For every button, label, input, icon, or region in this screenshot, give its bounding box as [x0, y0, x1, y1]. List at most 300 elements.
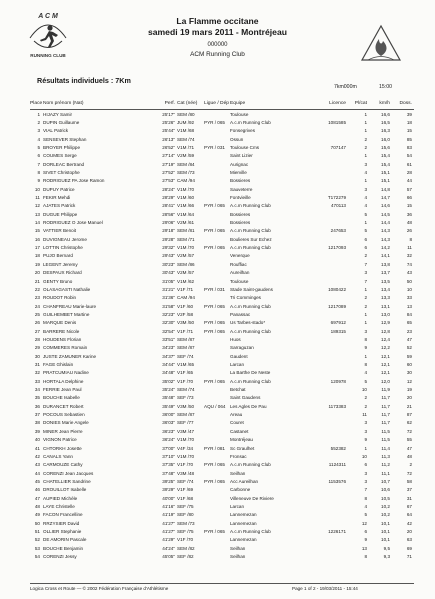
- result-perf: 29'06": [162, 220, 175, 226]
- result-place: 24: [34, 303, 40, 309]
- result-perf: 32'30": [162, 320, 175, 326]
- result-perf: 27'14": [162, 153, 175, 159]
- result-ligue: PYR / 065: [204, 119, 225, 125]
- result-category: V3M /50: [177, 320, 195, 326]
- result-licence: T172279: [327, 195, 346, 200]
- result-perf: 25'26": [162, 119, 175, 125]
- col-club-header: Equipe: [230, 101, 246, 106]
- result-licence: 707147: [330, 144, 346, 150]
- result-speed: 13,0: [381, 311, 390, 317]
- results-title: Résultats individuels : 7Km: [37, 76, 131, 85]
- result-club: A.c.m Running Club: [230, 245, 271, 251]
- result-bib: 71: [406, 554, 412, 560]
- result-club: Les Agles De Pau: [230, 403, 267, 409]
- result-club: A.c.m Running Club: [230, 303, 271, 309]
- result-club: Toulouse: [230, 111, 249, 117]
- result-speed: 14,8: [381, 186, 390, 192]
- result-speed: 13,1: [381, 303, 390, 309]
- result-licence: 189315: [330, 328, 346, 334]
- result-club: Castanet: [230, 428, 249, 434]
- result-club: Ossun: [230, 136, 244, 142]
- result-category: V1M /64: [177, 211, 195, 217]
- result-club: Sarraguzan: [230, 345, 254, 351]
- result-bib: 13: [406, 303, 412, 309]
- result-place-in-category: 1: [364, 445, 367, 451]
- result-perf: 29'32": [162, 245, 175, 251]
- result-speed: 12,8: [381, 328, 390, 334]
- result-speed: 11,7: [381, 420, 390, 426]
- result-row: [0, 311, 435, 319]
- result-name: CORENZI Jessy: [43, 554, 77, 560]
- result-perf: 28'41": [162, 203, 175, 209]
- result-speed: 10,5: [381, 495, 390, 501]
- result-row: [0, 211, 435, 219]
- result-name: VIGNON Patrice: [43, 437, 77, 443]
- result-bib: 63: [406, 537, 412, 543]
- result-licence: 1226171: [328, 529, 346, 534]
- result-place: 52: [34, 537, 40, 543]
- result-bib: 8: [409, 236, 412, 242]
- result-place: 42: [34, 453, 40, 459]
- result-club: Toulouse Cms: [230, 144, 260, 150]
- result-row: [0, 428, 435, 436]
- result-perf: 31'05": [162, 278, 175, 284]
- result-speed: 11,4: [381, 445, 390, 451]
- result-name: AUPIED Michèle: [43, 495, 78, 501]
- result-perf: 44'24": [162, 545, 175, 551]
- result-speed: 12,1: [381, 353, 390, 359]
- result-row: [0, 528, 435, 536]
- result-name: DUVIGNEAU Jerome: [43, 236, 87, 242]
- result-bib: 62: [406, 420, 412, 426]
- result-bib: 48: [406, 220, 412, 226]
- result-ligue: PYR / 065: [204, 478, 225, 484]
- result-bib: 19: [406, 387, 412, 393]
- result-perf: 39'29": [162, 487, 175, 493]
- result-speed: 15,1: [381, 169, 390, 175]
- result-perf: 28'24": [162, 186, 175, 192]
- result-category: SEM /87: [177, 336, 195, 342]
- result-place: 49: [34, 512, 40, 518]
- result-speed: 14,3: [381, 236, 390, 242]
- result-perf: 37'48": [162, 470, 175, 476]
- result-place: 40: [34, 437, 40, 443]
- result-name: FAGE Ghislain: [43, 362, 74, 367]
- result-name: BROYER Philippe: [43, 144, 81, 150]
- result-bib: 2: [409, 462, 412, 468]
- result-name: RODRIGUEZ PA Jose Ramon: [43, 178, 105, 184]
- result-place: 3: [37, 128, 40, 134]
- result-club: Larcan: [230, 503, 245, 509]
- result-name: SENSEVER Stephan: [43, 136, 87, 142]
- result-name: AJATES Patrick: [43, 203, 76, 209]
- result-place-in-category: 9: [364, 437, 367, 443]
- svg-text:RUNNING CLUB: RUNNING CLUB: [30, 53, 66, 58]
- result-category: V1M /71: [177, 144, 195, 150]
- result-name: BARRERE Nicole: [43, 328, 80, 334]
- result-licence: 1173383: [328, 403, 346, 409]
- result-perf: 41'16": [162, 503, 175, 509]
- result-category: CAM /94: [177, 295, 195, 301]
- race-start-time: 15:00: [379, 84, 392, 90]
- result-licence: 1153576: [328, 478, 346, 484]
- result-perf: 26'13": [162, 136, 175, 142]
- result-category: V1M /70: [177, 437, 195, 443]
- result-place: 1: [37, 111, 40, 117]
- result-name: LEGENT Jeremy: [43, 261, 78, 267]
- result-bib: 37: [406, 487, 412, 493]
- result-name: GUILHEMBET Martine: [43, 311, 90, 317]
- result-place-in-category: 2: [364, 395, 367, 401]
- result-place: 8: [37, 169, 40, 175]
- result-ligue: PYR / 031: [204, 144, 225, 150]
- result-speed: 11,1: [381, 470, 390, 476]
- result-category: V1F /69: [177, 487, 194, 493]
- result-club: Lannemezan: [230, 512, 257, 518]
- result-speed: 10,7: [381, 478, 390, 484]
- result-category: SEM /86: [177, 261, 195, 267]
- result-row: [0, 144, 435, 152]
- result-row: [0, 511, 435, 519]
- col-name-header: Nom prénom (Nat): [43, 101, 84, 106]
- result-place-in-category: 2: [364, 295, 367, 301]
- result-perf: 34'44": [162, 362, 175, 367]
- result-speed: 13,7: [381, 270, 390, 276]
- result-bib: 43: [406, 270, 412, 276]
- result-speed: 15,1: [381, 178, 390, 184]
- result-perf: 34'37": [162, 353, 175, 359]
- result-name: CHATELLIER Sandrine: [43, 478, 91, 484]
- result-club: Bossieres: [230, 178, 251, 184]
- result-place-in-category: 3: [364, 428, 367, 434]
- result-club: Lannemezan: [230, 537, 257, 543]
- result-perf: 28'29": [162, 195, 175, 200]
- result-club: Stade Saint-gaudens: [230, 286, 273, 292]
- result-place-in-category: 3: [364, 161, 367, 167]
- result-category: SEM /82: [177, 545, 195, 551]
- result-place: 51: [34, 529, 40, 534]
- result-place-in-category: 4: [364, 195, 367, 200]
- result-place: 39: [34, 428, 40, 434]
- result-speed: 13,3: [381, 295, 390, 301]
- result-club: Saint Gaudens: [230, 395, 261, 401]
- result-speed: 15,6: [381, 144, 390, 150]
- event-number: 000000: [207, 42, 228, 48]
- result-row: [0, 445, 435, 453]
- result-club: A.c.m Running Club: [230, 378, 271, 384]
- result-name: MARQUE Denis: [43, 320, 77, 326]
- result-place: 29: [34, 345, 40, 351]
- result-licence: 247653: [330, 228, 346, 234]
- result-perf: 36'03": [162, 420, 175, 426]
- result-speed: 14,6: [381, 203, 390, 209]
- result-place-in-category: 1: [364, 220, 367, 226]
- result-name: DUPUY Patrice: [43, 186, 75, 192]
- result-place: 10: [34, 186, 40, 192]
- result-club: A.c.m Running Club: [230, 462, 271, 468]
- result-place-in-category: 10: [361, 387, 367, 393]
- result-place: 2: [37, 119, 40, 125]
- result-place: 28: [34, 336, 40, 342]
- col-licence-header: Licence: [329, 101, 346, 106]
- result-speed: 13,4: [381, 286, 390, 292]
- result-club: Saint Lizier: [230, 153, 253, 159]
- result-perf: 36'23": [162, 428, 175, 434]
- result-row: [0, 453, 435, 461]
- result-club: Bossieres: [230, 220, 251, 226]
- result-name: HIJAZY Samir: [43, 111, 73, 117]
- result-bib: 11: [407, 245, 412, 251]
- result-row: [0, 411, 435, 419]
- result-speed: 10,2: [381, 503, 390, 509]
- result-place-in-category: 1: [364, 311, 367, 317]
- result-perf: 35'24": [162, 387, 175, 393]
- result-name: ROUDOT Robin: [43, 295, 77, 301]
- result-row: [0, 378, 435, 386]
- result-place: 14: [34, 220, 40, 226]
- result-speed: 15,4: [381, 161, 390, 167]
- result-speed: 10,1: [381, 520, 390, 526]
- result-bib: 44: [406, 178, 412, 184]
- result-category: V1M /65: [177, 362, 195, 367]
- result-speed: 11,5: [381, 437, 390, 443]
- result-place-in-category: 3: [364, 270, 367, 276]
- result-perf: 27'53": [162, 178, 175, 184]
- result-place: 46: [34, 487, 40, 493]
- result-club: A.c.m Running Club: [230, 328, 271, 334]
- result-name: RRZYSIER David: [43, 520, 80, 526]
- result-speed: 11,3: [381, 453, 390, 459]
- result-ligue: PYR / 065: [204, 228, 225, 234]
- result-name: HORTALA Delphine: [43, 378, 84, 384]
- result-place-in-category: 6: [364, 529, 367, 534]
- result-row: [0, 553, 435, 561]
- result-bib: 84: [406, 311, 412, 317]
- result-ligue: PYR / 065: [204, 245, 225, 251]
- result-category: V1M /62: [177, 278, 195, 284]
- result-place: 37: [34, 412, 40, 418]
- result-bib: 18: [406, 119, 412, 125]
- result-place-in-category: 4: [364, 370, 367, 376]
- result-category: V1F /70: [177, 537, 194, 543]
- col-plcat-header: Pl/cat: [354, 101, 367, 106]
- result-place-in-category: 7: [364, 261, 367, 267]
- result-speed: 13,5: [381, 278, 390, 284]
- result-bib: 67: [406, 503, 412, 509]
- result-club: Gaudent: [230, 353, 248, 359]
- result-club: A.c.m Running Club: [230, 203, 271, 209]
- result-place: 41: [34, 445, 40, 451]
- result-perf: 28'56": [162, 211, 175, 217]
- result-name: DONIES Marie Angele: [43, 420, 89, 426]
- result-speed: 14,7: [381, 195, 390, 200]
- result-place: 19: [34, 261, 40, 267]
- result-club: La Barthe De Neste: [230, 370, 271, 376]
- result-place-in-category: 8: [364, 554, 367, 560]
- result-category: V1F /68: [177, 495, 194, 501]
- result-row: [0, 361, 435, 369]
- result-category: V1F /71: [177, 328, 194, 334]
- result-category: CAM /94: [177, 178, 195, 184]
- result-licence: 1217089: [328, 303, 346, 309]
- col-place-header: Place: [30, 101, 43, 106]
- result-row: [0, 319, 435, 327]
- result-name: CARMOUZE Cathy: [43, 462, 83, 468]
- result-row: [0, 336, 435, 344]
- result-place-in-category: 9: [364, 537, 367, 543]
- result-place: 13: [34, 211, 40, 217]
- result-perf: 29'18": [162, 228, 175, 234]
- result-name: JUSTE ZAMUNER Karine: [43, 353, 97, 359]
- result-speed: 16,3: [381, 128, 390, 134]
- result-place-in-category: 9: [364, 345, 367, 351]
- result-category: V1M /60: [177, 195, 195, 200]
- result-place-in-category: 4: [364, 503, 367, 509]
- result-bib: 66: [406, 195, 412, 200]
- result-perf: 31'21": [162, 286, 175, 292]
- result-place: 22: [34, 286, 40, 292]
- result-place-in-category: 3: [364, 478, 367, 484]
- result-place-in-category: 1: [364, 320, 367, 326]
- result-place: 53: [34, 545, 40, 551]
- result-row: [0, 127, 435, 135]
- result-category: SEF /80: [177, 512, 194, 518]
- result-row: [0, 119, 435, 127]
- result-club: Venerque: [230, 253, 250, 259]
- result-bib: 64: [406, 512, 412, 518]
- result-speed: 13,8: [381, 261, 390, 267]
- result-place-in-category: 1: [364, 286, 367, 292]
- result-row: [0, 219, 435, 227]
- result-perf: 37'00": [162, 445, 175, 451]
- result-place-in-category: 2: [364, 303, 367, 309]
- result-name: VIAL Patrick: [43, 128, 69, 134]
- result-licence: 552382: [330, 445, 346, 451]
- result-category: V1F /70: [177, 378, 194, 384]
- result-perf: 31'36": [162, 295, 175, 301]
- result-perf: 29'28": [162, 236, 175, 242]
- result-place-in-category: 5: [364, 378, 367, 384]
- result-name: DESPAUX Richard: [43, 270, 82, 276]
- result-category: SEF /73: [177, 395, 194, 401]
- result-place-in-category: 3: [364, 470, 367, 476]
- result-name: FACON Francelline: [43, 512, 83, 518]
- col-dossard-header: Doss.: [399, 101, 412, 106]
- footer-rule: [30, 583, 414, 584]
- result-club: Acc Aureilhan: [230, 478, 259, 484]
- result-category: SEM /80: [177, 111, 195, 117]
- result-row: [0, 436, 435, 444]
- result-ligue: PYR / 081: [204, 445, 225, 451]
- result-club: Tri Comminges: [230, 295, 261, 301]
- result-club: A.c.m Running Club: [230, 119, 271, 125]
- result-category: V4F /34: [177, 445, 194, 451]
- result-category: V2F /58: [177, 311, 194, 317]
- result-row: [0, 286, 435, 294]
- result-club: Larcan: [230, 362, 245, 367]
- result-row: [0, 503, 435, 511]
- result-speed: 12,9: [381, 320, 390, 326]
- result-place-in-category: 5: [364, 228, 367, 234]
- result-place-in-category: 7: [364, 278, 367, 284]
- result-perf: 29'43": [162, 253, 175, 259]
- result-place: 16: [34, 236, 40, 242]
- result-club: Villeneuve De Riviere: [230, 495, 274, 501]
- result-category: V3M /48: [177, 470, 195, 476]
- result-speed: 12,0: [381, 378, 390, 384]
- result-bib: 69: [406, 545, 412, 551]
- result-place: 33: [34, 378, 40, 384]
- result-category: V1M /66: [177, 203, 195, 209]
- result-bib: 36: [406, 211, 412, 217]
- result-category: V1F /70: [177, 462, 194, 468]
- result-bib: 15: [406, 128, 412, 134]
- result-name: CANALS Yann: [43, 453, 73, 459]
- result-perf: 34'48": [162, 370, 175, 376]
- result-bib: 52: [406, 345, 412, 351]
- result-speed: 11,9: [381, 387, 390, 393]
- result-place: 48: [34, 503, 40, 509]
- result-place-in-category: 8: [364, 336, 367, 342]
- result-category: V3M /47: [177, 428, 195, 434]
- result-club: Couret: [230, 420, 244, 426]
- result-perf: 35'48": [162, 395, 175, 401]
- result-row: [0, 227, 435, 235]
- result-name: VATTIER Benoit: [43, 228, 77, 234]
- result-speed: 10,1: [381, 537, 390, 543]
- result-name: BOUCHE Benjamin: [43, 545, 84, 551]
- result-row: [0, 470, 435, 478]
- result-name: DORLEAC Bertrand: [43, 161, 85, 167]
- result-speed: 16,0: [381, 136, 390, 142]
- result-club: Carbonne: [230, 487, 251, 493]
- col-perf-header: Perf.: [164, 101, 175, 106]
- result-speed: 12,2: [381, 345, 390, 351]
- result-perf: 35'49": [162, 403, 175, 409]
- result-perf: 30'43": [162, 270, 175, 276]
- event-date-place: samedi 19 mars 2011 - Montréjeau: [147, 27, 287, 37]
- result-place-in-category: 2: [364, 403, 367, 409]
- result-bib: 20: [406, 529, 412, 534]
- result-row: [0, 486, 435, 494]
- result-club: Us Tarbes-stado*: [230, 320, 266, 326]
- col-kmh-header: km/h: [379, 101, 390, 106]
- result-category: V2M /57: [177, 270, 195, 276]
- result-bib: 50: [406, 278, 412, 284]
- result-name: LOTTIN Christophe: [43, 245, 83, 251]
- result-perf: 41'27": [162, 529, 175, 534]
- result-bib: 12: [406, 378, 412, 384]
- result-place-in-category: 4: [364, 169, 367, 175]
- result-ligue: PYR / 065: [204, 303, 225, 309]
- result-name: DURANCET Robert: [43, 403, 84, 409]
- result-club: A.c.m Running Club: [230, 228, 271, 234]
- result-perf: 26'52": [162, 144, 175, 150]
- results-table-header: [0, 100, 435, 108]
- organizer-club: ACM Running Club: [190, 51, 245, 58]
- result-row: [0, 169, 435, 177]
- result-place: 7: [37, 161, 40, 167]
- result-club: Toulouse: [230, 278, 249, 284]
- result-place-in-category: 4: [364, 203, 367, 209]
- result-category: V1M /70: [177, 453, 195, 459]
- result-licence: 1081585: [328, 119, 346, 125]
- result-name: COMMERES Romain: [43, 345, 88, 351]
- svg-text:A C M: A C M: [38, 13, 58, 20]
- result-bib: 39: [406, 111, 412, 117]
- result-place: 45: [34, 478, 40, 484]
- result-row: [0, 520, 435, 528]
